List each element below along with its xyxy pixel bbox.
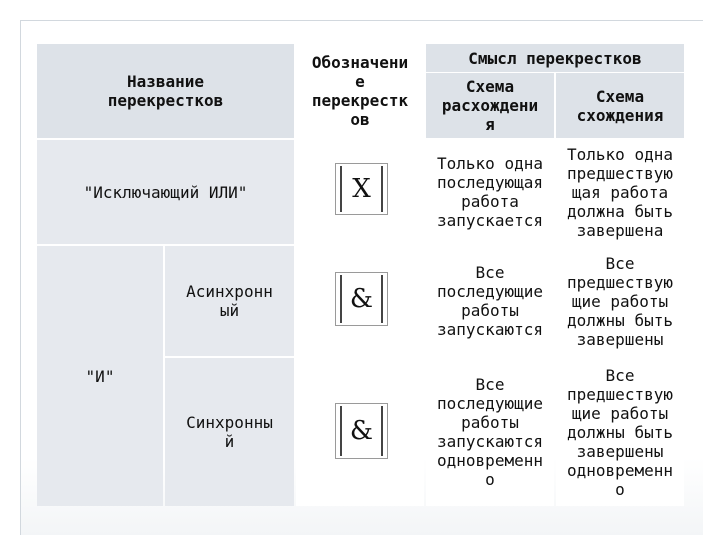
and-group-cell [37, 246, 163, 506]
and-async-name-text: Асинхронн ый [186, 282, 273, 320]
xor-name-cell [37, 140, 294, 244]
header-diverge-text: Схема расхождени я [441, 77, 539, 134]
xor-diverge-cell [426, 140, 554, 244]
header-diverge-scheme [426, 73, 554, 138]
header-converge-text: Схема схождения [576, 86, 664, 125]
xor-name-text: "Исключающий ИЛИ" [83, 182, 248, 202]
xor-diverge-text: Только одна последующая работа запускается [437, 154, 543, 230]
header-converge-scheme [556, 73, 684, 138]
and-async-symbol-icon [335, 272, 388, 326]
header-junction-name [37, 44, 294, 138]
header-meaning [426, 44, 684, 72]
and-async-name-cell [165, 246, 294, 356]
and-sync-converge-text: Все предшествую щие работы должны быть завершены одновременн о [567, 365, 673, 499]
and-sync-diverge-cell [426, 358, 554, 506]
header-junction-name-text: Название перекрестков [107, 72, 224, 110]
and-sync-diverge-text: Все последующие работы запускаются одновременн о [437, 375, 543, 489]
and-group-text: "И" [85, 366, 115, 386]
header-meaning-text: Смысл перекрестков [468, 48, 642, 68]
and-sync-name-cell [165, 358, 294, 506]
and-sync-converge-cell [556, 358, 684, 506]
xor-symbol-icon [335, 163, 388, 215]
and-async-diverge-cell [426, 246, 554, 356]
xor-converge-cell [556, 140, 684, 244]
header-notation-text: Обозначени е перекрестк ов [311, 53, 409, 129]
and-sync-symbol-glyph: & [349, 416, 374, 446]
xor-symbol-glyph: X [352, 174, 371, 204]
and-async-converge-text: Все предшествую щие работы должны быть завершены [567, 253, 673, 349]
and-async-diverge-text: Все последующие работы запускаются [437, 263, 543, 339]
and-sync-symbol-icon [335, 403, 388, 459]
and-async-converge-cell [556, 246, 684, 356]
header-notation [296, 44, 424, 138]
and-async-symbol-glyph: & [349, 284, 374, 314]
and-sync-name-text: Синхронны й [186, 413, 273, 451]
xor-converge-text: Только одна предшествую щая работа должна быть завершена [567, 144, 673, 240]
